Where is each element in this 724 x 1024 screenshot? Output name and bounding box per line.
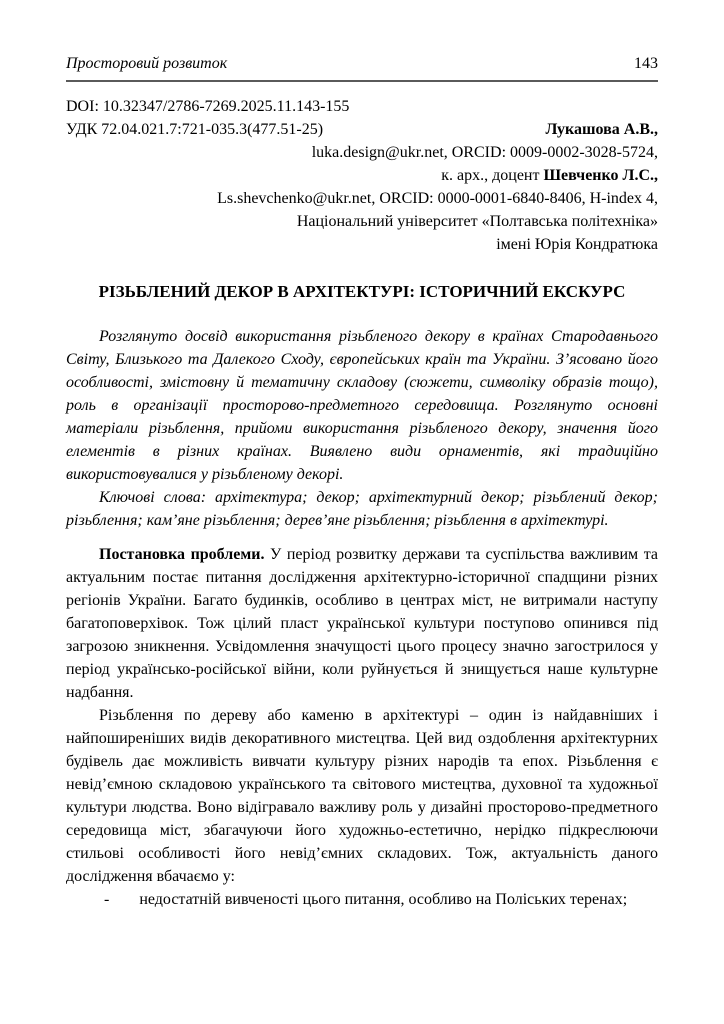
section-lead-problem-statement: Постановка проблеми. [99,546,265,563]
list-item-relevance-1 [66,888,658,911]
udk-author-row [66,118,658,141]
paragraph-carving-overview: Різьблення по дереву або каменю в архітектурі – один із найдавніших і найпоширеніших видів декоративного мистецтва. Цей вид оздоблення архітектурних будівель дає можливість вивчати культуру різних народів та епох. Різьблення є невід’ємною складовою українського та світового мистецтва, духовної та художньої культури людства. Воно відігравало важливу роль у дизайні просторово-предметного середовища міст, збагачуючи його художньо-естетично, нерідко підкреслюючи стильові особливості його невід’ємних складових. Тож, актуальність даного дослідження вбачаємо у: [66,707,658,885]
journal-name: Просторовий розвиток [66,55,228,72]
author2-name: Шевченко Л.С., [543,167,658,184]
article-title: РІЗЬБЛЕНИЙ ДЕКОР В АРХІТЕКТУРІ: ІСТОРИЧНИЙ ЕКСКУРС [98,282,626,301]
author1-contact: luka.design@ukr.net, ORCID: 0009-0002-3028-5724, [311,144,658,161]
udk-code: УДК 72.04.021.7:721-035.3(477.51-25) [66,121,324,138]
abstract-paragraph: Розглянуто досвід використання різьбленого декору в країнах Стародавнього Світу, Близького та Далекого Сходу, європейських країн та України. З’ясовано його особливості, змістовну й тематичну складову (сюжети, символіку образів тощо), роль в організації просторово-предметного середовища. Розглянуто основні матеріали різьблення, прийоми використання різьбленого декору, значення його елементів в різних країнах. Виявлено види орнаментів, які традиційно використовувалися у різьбленому декорі. [66,328,658,483]
author2-line [66,164,658,187]
paragraph-problem-statement-text: У період розвитку держави та суспільства важливим та актуальним постає питання дослідження архітектурно-історичної спадщини різних регіонів України. Багато будинків, особливо в центрах міст, не витримали наступу багатоповерхівок. Тож цілий пласт української культури поступово опинився під загрозою зникнення. Усвідомлення значущості цього процесу значно загострилося у період українсько-російської війни, коли руйнується й знищується наше культурне надбання. [66,546,659,701]
author2-title: к. арх., доцент [441,167,544,184]
author1-name: Лукашова А.В., [545,121,658,138]
running-header [66,52,658,75]
list-item-marker: - [104,891,110,908]
author2-contact: Ls.shevchenko@ukr.net, ORCID: 0000-0001-6840-8406, H-index 4, [217,190,658,207]
affiliation-line-2: імені Юрія Кондратюка [496,236,658,253]
list-item-text: недостатній вивченості цього питання, особливо на Поліських теренах; [139,891,628,908]
doi-line: DOI: 10.32347/2786-7269.2025.11.143-155 [66,98,350,115]
authors-block [66,141,658,256]
keywords-paragraph: Ключові слова: архітектура; декор; архітектурний декор; різьблений декор; різьблення; кам’яне різьблення; дерев’яне різьблення; різьблення в архітектурі. [66,489,658,529]
affiliation-line-1: Національний університет «Полтавська політехніка» [296,213,658,230]
page-number: 143 [634,55,658,72]
header-divider [66,80,658,82]
paragraph-problem-statement [66,543,658,704]
